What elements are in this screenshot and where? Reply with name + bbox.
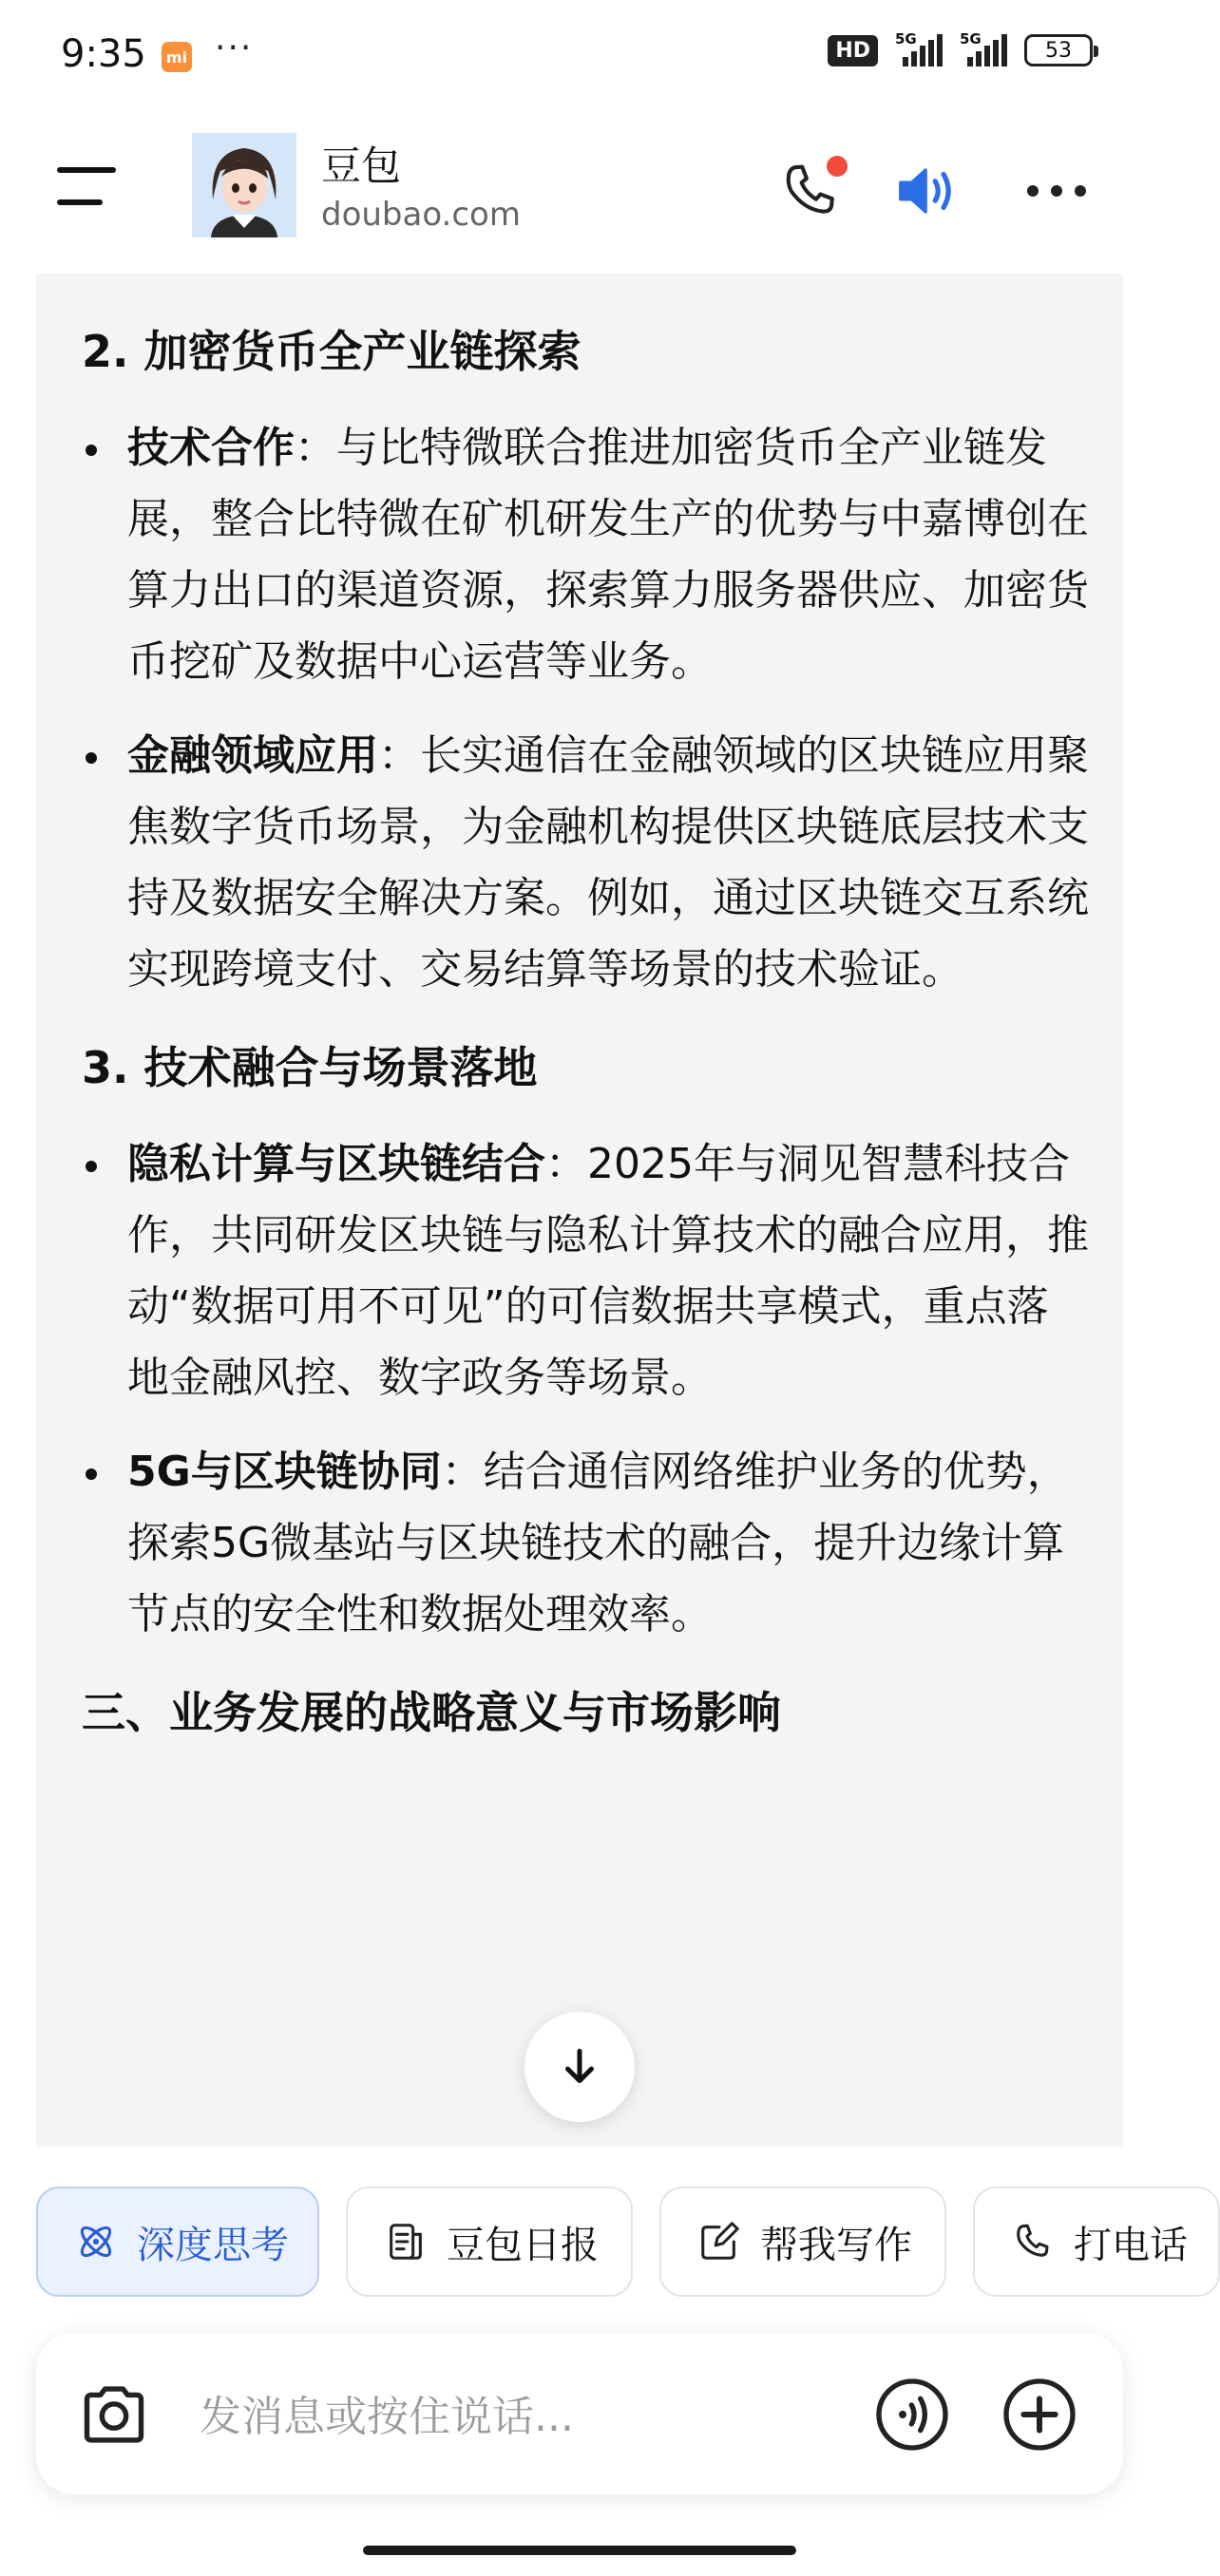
quick-action-chips [36, 2187, 1188, 2297]
bot-name: 豆包 [321, 142, 402, 189]
voice-playback-button[interactable] [886, 148, 971, 234]
list-item-title: 5G与区块链协同 [127, 1448, 442, 1496]
arrow-down-icon [556, 2043, 603, 2091]
list-item-text: ：2025年与洞见智慧科技合作，共同研发区块链与隐私计算技术的融合应用，推动“数据可用不可见”的可信数据共享模式，重点落地金融风控、数字政务等场景。 [127, 1140, 1089, 1402]
add-attachment-button[interactable] [1000, 2375, 1079, 2454]
voice-input-button[interactable] [872, 2375, 952, 2454]
status-indicators [828, 30, 1093, 66]
chip-daily-report[interactable] [346, 2187, 633, 2297]
battery-level: 53 [1045, 38, 1072, 63]
plus-icon [1001, 2377, 1077, 2453]
assistant-message [82, 218, 1089, 1773]
chat-header [0, 114, 1159, 274]
atom-icon [74, 2220, 118, 2263]
status-bar [0, 0, 1159, 114]
section-heading-partial: 三、业务发展的战略意义与市场影响 [82, 1687, 781, 1738]
list-item-text: ：结合通信网络维护业务的优势，探索5G微基站与区块链技术的融合，提升边缘计算节点的安全性和数据处理效率。 [127, 1448, 1069, 1638]
camera-button[interactable] [74, 2375, 154, 2454]
chip-label: 深度思考 [137, 2223, 289, 2267]
chip-label: 帮我写作 [760, 2223, 912, 2267]
newspaper-icon [384, 2220, 428, 2263]
camera-icon [78, 2381, 150, 2448]
list-item-title: 技术合作 [127, 424, 295, 472]
status-more-indicator: ··· [215, 28, 254, 67]
voice-wave-icon [874, 2377, 950, 2453]
list-item-text: ：与比特微联合推进加密货币全产业链发展，整合比特微在矿机研发生产的优势与中嘉博创在算力出口的渠道资源，探索算力服务器供应、加密货币挖矿及数据中心运营等业务。 [127, 424, 1089, 686]
home-indicator[interactable] [363, 2546, 796, 2555]
phone-call-button[interactable] [768, 148, 853, 234]
chip-label: 打电话 [1074, 2223, 1188, 2267]
chip-help-write[interactable] [659, 2187, 946, 2297]
status-time: 9:35 [61, 32, 146, 76]
list-item [82, 1128, 1089, 1413]
list-item [82, 412, 1089, 697]
speaker-icon [892, 158, 964, 224]
signal-icon [895, 30, 943, 66]
phone-icon [1011, 2220, 1055, 2263]
chip-label: 豆包日报 [447, 2223, 599, 2267]
scroll-to-bottom-button[interactable] [524, 2012, 635, 2122]
bot-domain: doubao.com [321, 196, 521, 234]
edit-icon [697, 2220, 741, 2263]
mi-app-icon: mi [162, 42, 192, 72]
list-item [82, 1436, 1089, 1650]
menu-icon[interactable] [57, 167, 116, 205]
list-item [82, 720, 1089, 1005]
list-item-text: ：长实通信在金融领域的区块链应用聚焦数字货币场景，为金融机构提供区块链底层技术支持及数据安全解决方案。例如，通过区块链交互系统实现跨境支付、交易结算等场景的技术验证。 [127, 731, 1089, 994]
notification-dot [827, 156, 848, 177]
more-options-button[interactable] [1017, 158, 1096, 224]
battery-icon [1024, 34, 1093, 66]
signal-icon [960, 30, 1007, 66]
more-icon [1025, 183, 1088, 199]
chip-call[interactable] [973, 2187, 1220, 2297]
list-item-title: 金融领域应用 [127, 731, 378, 780]
chip-deep-thinking[interactable] [36, 2187, 319, 2297]
hd-voice-icon: HD [828, 35, 878, 66]
message-input[interactable]: 发消息或按住说话... [200, 2393, 574, 2441]
section-heading: 3. 技术融合与场景落地 [82, 1042, 538, 1093]
chat-message-area[interactable] [36, 274, 1123, 2147]
message-input-bar [36, 2333, 1123, 2494]
signal-label: 5G [895, 30, 917, 47]
signal-label: 5G [960, 30, 982, 47]
section-heading: 2. 加密货币全产业链探索 [82, 326, 581, 377]
list-item-title: 隐私计算与区块链结合 [127, 1140, 545, 1188]
avatar[interactable] [192, 133, 296, 237]
